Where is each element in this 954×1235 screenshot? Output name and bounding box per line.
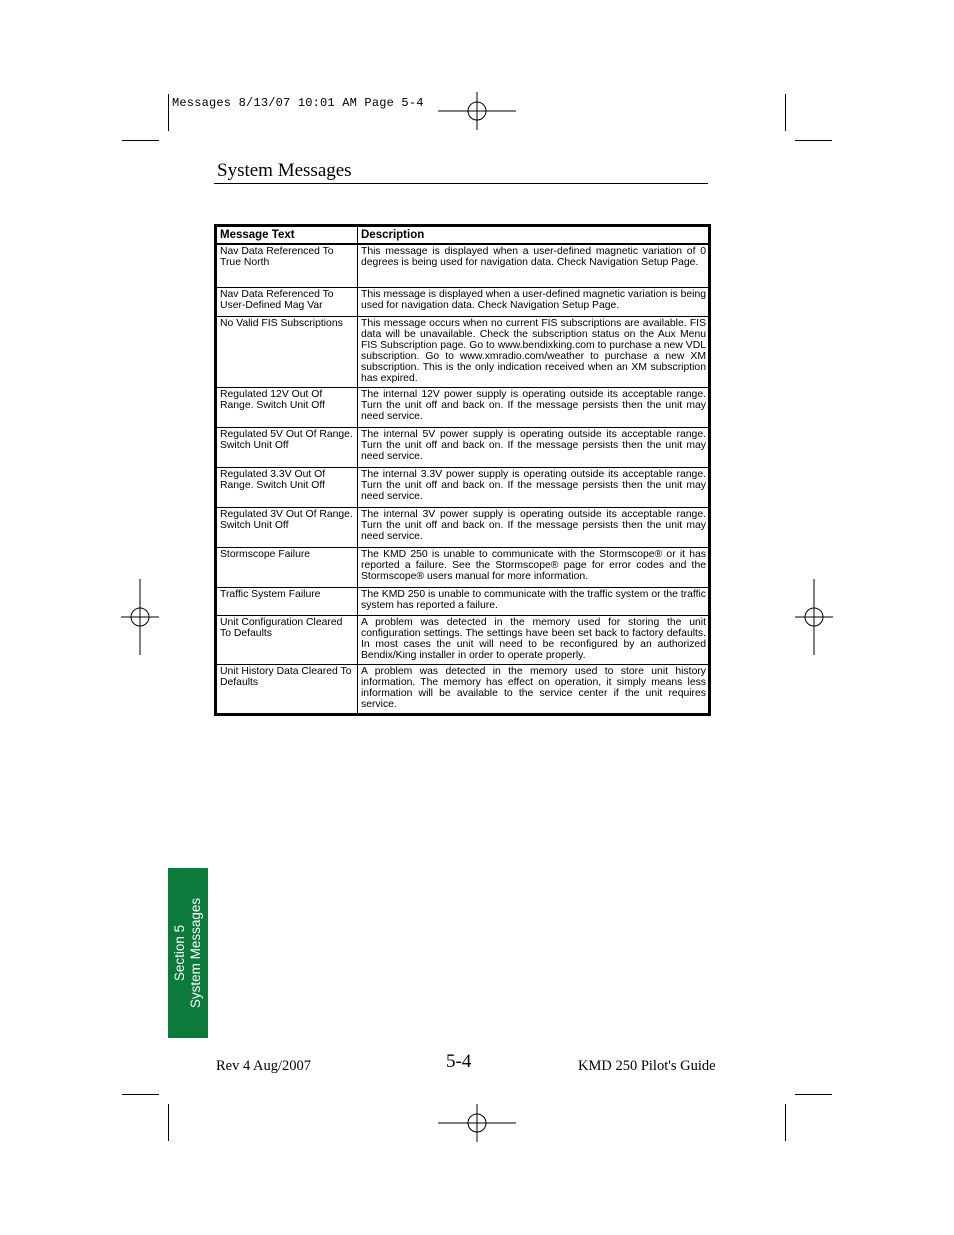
table-row bbox=[216, 287, 710, 316]
description-cell: A problem was detected in the memory used to store unit history information. The memory has effect on operation, it simply means less information will be available to the service center if the unit requires service. bbox=[358, 664, 710, 714]
message-text-cell: Regulated 3V Out Of Range. Switch Unit Off bbox=[216, 507, 358, 547]
crop-mark bbox=[785, 1104, 786, 1141]
message-text-cell: Nav Data Referenced To User-Defined Mag Var bbox=[216, 287, 358, 316]
column-header-message-text: Message Text bbox=[216, 226, 358, 245]
description-cell: The internal 12V power supply is operating outside its acceptable range. Turn the unit off and back on. If the message persists then the unit may need service. bbox=[358, 387, 710, 427]
registration-mark-icon bbox=[438, 1104, 516, 1142]
description-cell: This message occurs when no current FIS subscriptions are available. FIS data will be unavailable. Check the subscription status on the Aux Menu FIS Subscription page. Go to www.bendixking.com to purchase a new VDL subscription. Go to www.xmradio.com/weather to purchase a new XM subscription. This is the only indication received when an XM subscription has expired. bbox=[358, 316, 710, 387]
table-row bbox=[216, 664, 710, 714]
message-text-cell: Regulated 3.3V Out Of Range. Switch Unit Off bbox=[216, 467, 358, 507]
description-cell: A problem was detected in the memory used for storing the unit configuration settings. The settings have been set back to factory defaults. In most cases the unit will need to be reconfigured by an authorized Bendix/King installer in order to operate properly. bbox=[358, 615, 710, 664]
registration-mark-icon bbox=[438, 92, 516, 130]
section-side-tab bbox=[168, 868, 208, 1038]
print-slug: Messages 8/13/07 10:01 AM Page 5-4 bbox=[172, 96, 424, 110]
message-text-cell: Regulated 5V Out Of Range. Switch Unit Off bbox=[216, 427, 358, 467]
message-text-cell: Unit History Data Cleared To Defaults bbox=[216, 664, 358, 714]
section-side-tab-label bbox=[168, 868, 208, 1038]
crop-mark bbox=[795, 140, 832, 141]
table-row bbox=[216, 244, 710, 287]
description-cell: The KMD 250 is unable to communicate with the Stormscope® or it has reported a failure. See the Stormscope® page for error codes and the Stormscope® users manual for more information. bbox=[358, 547, 710, 587]
page-number: 5-4 bbox=[446, 1051, 472, 1072]
crop-mark bbox=[168, 94, 169, 131]
table-row bbox=[216, 467, 710, 507]
column-header-description: Description bbox=[358, 226, 710, 245]
description-cell: This message is displayed when a user-defined magnetic variation is being used for navigation data. Check Navigation Setup Page. bbox=[358, 287, 710, 316]
message-text-cell: Traffic System Failure bbox=[216, 587, 358, 615]
crop-mark bbox=[795, 1094, 832, 1095]
table-row bbox=[216, 387, 710, 427]
message-text-cell: Unit Configuration Cleared To Defaults bbox=[216, 615, 358, 664]
footer-revision: Rev 4 Aug/2007 bbox=[216, 1058, 312, 1074]
message-text-cell: Regulated 12V Out Of Range. Switch Unit Off bbox=[216, 387, 358, 427]
system-messages-table bbox=[214, 224, 711, 716]
table-row bbox=[216, 587, 710, 615]
crop-mark bbox=[168, 1104, 169, 1141]
message-text-cell: No Valid FIS Subscriptions bbox=[216, 316, 358, 387]
description-cell: This message is displayed when a user-defined magnetic variation of 0 degrees is being used for navigation data. Check Navigation Setup Page. bbox=[358, 244, 710, 287]
message-text-cell: Nav Data Referenced To True North bbox=[216, 244, 358, 287]
table-row bbox=[216, 547, 710, 587]
footer-guide-title: KMD 250 Pilot's Guide bbox=[578, 1058, 716, 1074]
section-number-label: Section 5 bbox=[172, 924, 187, 982]
registration-mark-icon bbox=[795, 579, 833, 655]
table-row bbox=[216, 507, 710, 547]
crop-mark bbox=[122, 1094, 159, 1095]
description-cell: The internal 5V power supply is operating outside its acceptable range. Turn the unit off and back on. If the message persists then the unit may need service. bbox=[358, 427, 710, 467]
description-cell: The KMD 250 is unable to communicate with the traffic system or the traffic system has reported a failure. bbox=[358, 587, 710, 615]
message-text-cell: Stormscope Failure bbox=[216, 547, 358, 587]
registration-mark-icon bbox=[121, 579, 159, 655]
table-header-row bbox=[216, 226, 710, 245]
title-divider bbox=[214, 183, 708, 184]
table-row bbox=[216, 427, 710, 467]
table-row bbox=[216, 316, 710, 387]
crop-mark bbox=[785, 94, 786, 131]
description-cell: The internal 3.3V power supply is operating outside its acceptable range. Turn the unit off and back on. If the message persists then the unit may need service. bbox=[358, 467, 710, 507]
description-cell: The internal 3V power supply is operating outside its acceptable range. Turn the unit off and back on. If the message persists then the unit may need service. bbox=[358, 507, 710, 547]
section-name-label: System Messages bbox=[188, 897, 203, 1009]
page-title: System Messages bbox=[217, 160, 352, 181]
table-row bbox=[216, 615, 710, 664]
crop-mark bbox=[122, 140, 159, 141]
